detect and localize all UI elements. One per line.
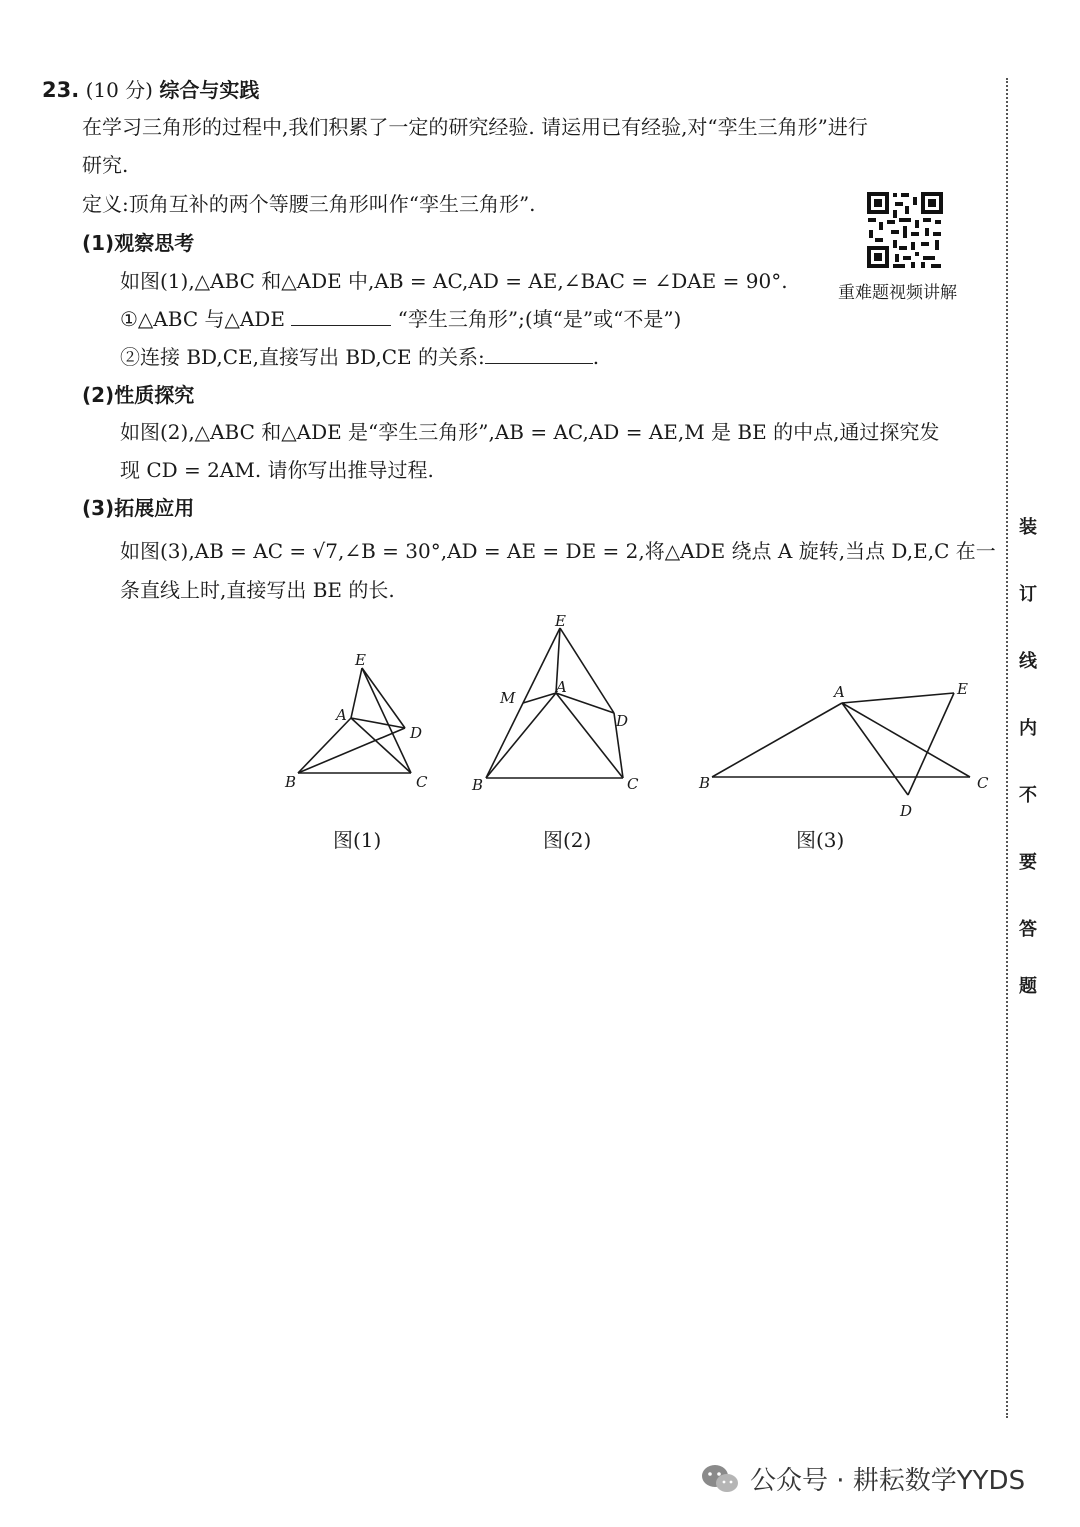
binding-char-4: 内: [1019, 718, 1037, 739]
fig1-segment-ac: [351, 718, 411, 773]
part1-q1-hint: “孪生三角形”;(填“是”或“不是”): [397, 307, 682, 331]
watermark-text: 公众号 · 耕耘数学YYDS: [750, 1466, 1026, 1496]
fig2-segment-ed: [560, 628, 614, 713]
figure-2-caption: 图(2): [543, 828, 592, 852]
figure-1-caption: 图(1): [333, 828, 382, 852]
part2-line-1: 如图(2),△ABC 和△ADE 是“孪生三角形”,AB = AC,AD = AE,M 是 BE 的中点,通过探究发: [120, 420, 940, 444]
fig2-label-b: B: [472, 776, 484, 794]
binding-char-8: 题: [1019, 976, 1037, 997]
figure-3-caption: 图(3): [796, 828, 845, 852]
fig3-segment-ad: [842, 703, 908, 795]
fig2-label-m: M: [500, 689, 516, 707]
qr-caption: 重难题视频讲解: [838, 283, 957, 303]
fig3-label-e: E: [957, 680, 968, 698]
part2-line-2: 现 CD = 2AM. 请你写出推导过程.: [120, 458, 434, 482]
definition: 定义:顶角互补的两个等腰三角形叫作“孪生三角形”.: [82, 192, 536, 216]
fig1-segment-ba: [298, 718, 351, 773]
fig2-segment-ac: [556, 693, 623, 778]
fig1-segment-ec: [362, 668, 411, 773]
fig3-label-c: C: [977, 774, 989, 792]
fig3-segment-ac: [842, 703, 970, 777]
binding-char-3: 线: [1019, 651, 1037, 672]
question-topic: 综合与实践: [159, 78, 260, 102]
part1-q2-text: ②连接 BD,CE,直接写出 BD,CE 的关系:: [120, 345, 485, 369]
part1-given: 如图(1),△ABC 和△ADE 中,AB = AC,AD = AE,∠BAC = ∠DAE = 90°.: [120, 269, 788, 293]
binding-char-6: 要: [1019, 852, 1037, 873]
question-number: 23.: [42, 78, 80, 102]
part3-line-1: 如图(3),AB = AC = √7,∠B = 30°,AD = AE = DE = 2,将△ADE 绕点 A 旋转,当点 D,E,C 在一: [120, 539, 996, 563]
fig2-label-e: E: [555, 612, 566, 630]
intro-line-2: 研究.: [82, 153, 129, 177]
fig1-segment-bd: [298, 728, 405, 773]
figure-1-diagram: [298, 668, 411, 773]
fig3-segment-ba: [712, 703, 842, 777]
binding-line: [1006, 78, 1008, 1418]
fig1-label-b: B: [285, 773, 297, 791]
fig2-label-d: D: [616, 712, 629, 730]
part2-heading: (2)性质探究: [82, 383, 195, 407]
binding-char-7: 答: [1019, 919, 1037, 940]
fig1-label-a: A: [336, 706, 347, 724]
fig1-label-e: E: [355, 651, 366, 669]
part3-heading: (3)拓展应用: [82, 496, 195, 520]
fig2-label-a: A: [556, 678, 567, 696]
wechat-icon: [700, 1463, 740, 1495]
fig3-segment-ae: [842, 693, 954, 703]
fig2-label-c: C: [627, 775, 639, 793]
part3-line-2: 条直线上时,直接写出 BE 的长.: [120, 578, 395, 602]
fig1-label-d: D: [410, 724, 423, 742]
figure-3-diagram: [712, 693, 970, 795]
binding-char-1: 装: [1019, 517, 1037, 538]
fig1-segment-ae: [351, 668, 362, 718]
fig1-segment-ed: [362, 668, 405, 728]
binding-char-2: 订: [1019, 584, 1037, 605]
fig3-label-b: B: [699, 774, 711, 792]
watermark: [700, 1460, 1025, 1497]
intro-line-1: 在学习三角形的过程中,我们积累了一定的研究经验. 请运用已有经验,对“孪生三角形”进行: [82, 115, 868, 139]
question-score: (10 分): [85, 78, 153, 102]
fig3-segment-ed: [908, 693, 954, 795]
part1-q2-end: .: [592, 345, 600, 369]
part1-q1-text: ①△ABC 与△ADE: [120, 307, 285, 331]
binding-char-5: 不: [1019, 785, 1037, 806]
part1-heading: (1)观察思考: [82, 231, 195, 255]
fig3-label-a: A: [834, 683, 845, 701]
fig1-label-c: C: [416, 773, 428, 791]
fig3-label-d: D: [900, 802, 913, 820]
